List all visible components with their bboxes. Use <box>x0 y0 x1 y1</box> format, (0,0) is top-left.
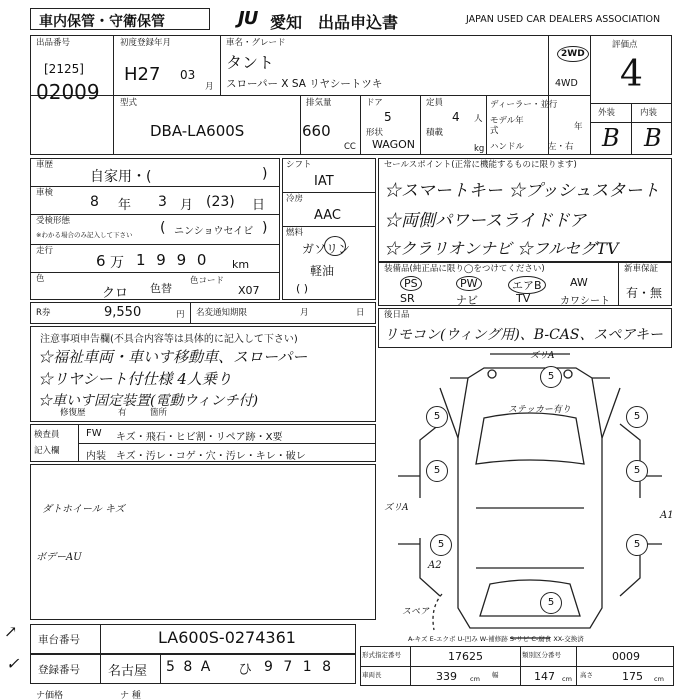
history-value: 自家用・( <box>90 169 152 185</box>
registration-month: 03 <box>180 68 196 82</box>
mileage-man: 6 <box>96 252 106 270</box>
registration-month-unit: 月 <box>205 82 214 92</box>
receipt-note: ※わかる場合のみ記入して下さい <box>36 231 133 239</box>
chassis-label: 車台番号 <box>38 634 80 646</box>
inspection-year-unit: 年 <box>118 198 132 213</box>
shift-value: IAT <box>314 174 334 189</box>
diagram-mark-2: 5 <box>626 406 648 428</box>
association-name: JAPAN USED CAR DEALERS ASSOCIATION <box>466 14 661 25</box>
name-change-day: 日 <box>356 308 365 318</box>
equip-ps: PS <box>400 276 422 291</box>
inspector-checker-label: 検査員 <box>34 430 60 440</box>
length-unit: cm <box>470 675 480 683</box>
name-change-month: 月 <box>300 308 309 318</box>
memo-line-1: ダトホイール キズ <box>42 504 125 515</box>
width-unit: cm <box>562 675 572 683</box>
repair-place: 箇所 <box>150 408 168 418</box>
receipt-label: 受検形態 <box>36 216 71 226</box>
width-value: 147 <box>534 670 555 683</box>
exterior-score: B <box>602 124 620 152</box>
model-year-unit: 年 <box>574 122 583 132</box>
notes-line-1: ☆福祉車両・車いす移動車、スローパー <box>38 348 308 366</box>
diagram-mark-8: 5 <box>540 592 562 614</box>
height-label: 高さ <box>580 671 593 679</box>
displacement-unit: CC <box>344 142 356 152</box>
footer-cut-label: ナ価格 <box>36 691 64 700</box>
interior-label: 内装 <box>640 108 658 118</box>
mileage-digits: 1 9 9 0 <box>136 251 210 269</box>
notes-header: 注意事項申告欄(不具合内容等は具体的に記入して下さい) <box>40 334 298 345</box>
dealer-label: ディーラー・並行 <box>490 100 558 110</box>
inspection-month: 3 <box>158 194 167 210</box>
length-label: 車両長 <box>362 671 382 679</box>
recycle-amount: 9,550 <box>104 305 142 320</box>
accessories-value: リモコン(ウィング用)、B-CAS、スペアキー <box>384 327 663 343</box>
model-year-label: モデル年式 <box>490 116 524 136</box>
lot-number: 02009 <box>36 80 100 104</box>
color-change-label: 色替 <box>150 282 172 295</box>
height-value: 175 <box>622 670 643 683</box>
car-name-label: 車名・グレード <box>226 38 286 48</box>
memo-box <box>30 464 376 620</box>
mileage-man-unit: 万 <box>110 255 124 271</box>
storage-title-box <box>30 8 210 30</box>
first-registration-label: 初度登録年月 <box>120 38 172 48</box>
drive-4wd: 4WD <box>555 78 578 89</box>
height-unit: cm <box>654 675 664 683</box>
diagram-mark-5: 5 <box>430 534 452 556</box>
inspector-row1-head: FW <box>86 428 102 439</box>
ju-logo: JU <box>238 8 258 29</box>
mileage-label: 走行 <box>36 246 54 256</box>
equip-navi: ナビ <box>456 294 478 307</box>
accessories-label: 後日品 <box>384 310 410 320</box>
inspection-year: 8 <box>90 194 99 210</box>
category-value: 0009 <box>612 650 640 663</box>
memo-line-2: ボデーAU <box>36 552 82 563</box>
selling-point-1: ☆スマートキー ☆プッシュスタート <box>384 181 660 201</box>
color-code-label: 色コード <box>190 276 225 286</box>
storage-title: 車内保管・守衛保管 <box>39 14 165 30</box>
margin-check-1: ↗ <box>4 622 18 641</box>
inspection-day: (23) <box>206 194 235 210</box>
cooling-value: AAC <box>314 208 341 223</box>
inspector-row1: キズ・飛石・ヒビ割・リペア跡・X要 <box>116 432 283 443</box>
inspection-label: 車検 <box>36 188 54 198</box>
repair-label: 修復歴 <box>60 408 86 418</box>
diagram-mark-1: 5 <box>426 406 448 428</box>
diagram-note-1: ズリA <box>530 351 555 361</box>
cooling-label: 冷房 <box>286 194 304 204</box>
model-label: 型式 <box>120 98 138 108</box>
damage-legend: A-キズ E-エクボ U-凹み W-補修跡 S-サビ C-腐食 XX-交換済 <box>408 635 584 643</box>
gasoline-circle <box>324 236 346 256</box>
load-unit: kg <box>474 144 485 154</box>
shape-label: 形状 <box>366 128 384 138</box>
handle-options: 左・右 <box>548 142 574 152</box>
diagram-mark-4: 5 <box>626 460 648 482</box>
equipment-label: 装備品(純正品に限り◯をつけてください) <box>384 264 545 274</box>
name-change-label: 名変通知期限 <box>196 308 248 318</box>
inspection-day-unit: 日 <box>252 198 266 213</box>
plate-class: 5 8 A <box>166 659 213 675</box>
width-label: 幅 <box>492 671 499 679</box>
color-label: 色 <box>36 274 45 284</box>
fuel-paren: ( ) <box>296 282 309 295</box>
history-close: ) <box>262 166 268 182</box>
drive-2wd: 2WD <box>557 46 589 62</box>
plate-number: 9 7 1 8 <box>264 659 334 675</box>
new-car-manual-options: 有・無 <box>626 286 663 300</box>
capacity: 4 <box>452 110 460 124</box>
selling-point-2: ☆両側パワースライドドア <box>384 211 587 231</box>
brand-name: 愛知 <box>270 13 303 32</box>
recycle-unit: 円 <box>176 310 185 320</box>
equip-sr: SR <box>400 292 415 305</box>
car-grade: スローパー X SA リヤシートツキ <box>226 78 383 90</box>
inspector-record-label: 記入欄 <box>34 446 60 456</box>
equip-pw: PW <box>456 276 482 291</box>
fuel-gasoline: ガソリン <box>302 242 351 256</box>
car-name: タント <box>226 53 275 72</box>
notes-line-2: ☆リヤシート付仕様 4人乗り <box>38 370 232 388</box>
load-label: 積載 <box>426 128 444 138</box>
category-label: 類別区分番号 <box>522 651 561 659</box>
inspector-row2-head: 内装 <box>86 451 106 462</box>
equip-aw: AW <box>570 276 588 289</box>
equip-airbag: エアB <box>508 276 546 294</box>
doors: 5 <box>384 110 392 124</box>
displacement: 660 <box>302 122 331 140</box>
footer-extra: ナ 種 <box>120 691 141 700</box>
handle-label: ハンドル <box>490 142 525 152</box>
selling-points-label: セールスポイント(正常に機能するものに限ります) <box>384 160 577 170</box>
repair-value: 有 <box>118 408 127 418</box>
receipt-value: ニンショウセイビ <box>174 226 254 237</box>
receipt-open: ( <box>160 220 166 236</box>
receipt-close: ) <box>262 220 268 236</box>
diagram-note-5: A2 <box>428 560 442 571</box>
registration-year: H27 <box>124 64 161 85</box>
new-car-manual-label: 新車保証 <box>624 264 659 274</box>
evaluation-score: 4 <box>620 54 643 95</box>
evaluation-label: 評価点 <box>612 40 638 50</box>
exterior-label: 外装 <box>598 108 616 118</box>
shift-label: シフト <box>286 160 312 170</box>
diagram-note-2: ステッカー有り <box>508 405 571 415</box>
capacity-unit: 人 <box>474 114 483 124</box>
lot-label: 出品番号 <box>36 38 71 48</box>
car-diagram <box>380 348 676 648</box>
color-code: X07 <box>238 284 260 297</box>
equip-tv: TV <box>516 292 531 305</box>
margin-check-2: ✓ <box>6 654 20 673</box>
length-value: 339 <box>436 670 457 683</box>
diagram-mark-7: 5 <box>540 366 562 388</box>
diagram-mark-3: 5 <box>426 460 448 482</box>
equip-leather: カワシート <box>560 296 610 307</box>
plate-kana: ひ <box>238 662 252 678</box>
capacity-label: 定員 <box>426 98 444 108</box>
color-value: クロ <box>102 286 129 301</box>
selling-point-3: ☆クラリオンナビ ☆フルセグTV <box>384 239 619 258</box>
lot-sub-number: [2125] <box>44 62 84 76</box>
plate-label: 登録番号 <box>38 664 80 676</box>
model-code: DBA-LA600S <box>150 122 245 140</box>
fuel-label: 燃料 <box>286 228 304 238</box>
plate-region: 名古屋 <box>108 664 148 679</box>
diagram-note-4: A1 <box>660 510 674 521</box>
interior-score: B <box>644 124 662 152</box>
designation-value: 17625 <box>448 650 483 663</box>
inspection-month-unit: 月 <box>180 198 194 213</box>
diagram-mark-6: 5 <box>626 534 648 556</box>
form-title: 出品申込書 <box>318 13 399 32</box>
shape: WAGON <box>372 138 416 151</box>
designation-label: 形式指定番号 <box>362 651 401 659</box>
doors-label: ドア <box>366 98 383 108</box>
diagram-note-3: ズリA <box>384 503 409 513</box>
inspector-row2: キズ・汚レ・コゲ・穴・汚レ・キレ・破レ <box>116 451 306 462</box>
recycle-label: R券 <box>36 308 51 318</box>
displacement-label: 排気量 <box>306 98 332 108</box>
notes-line-3: ☆車いす固定装置(電動ウィンチ付) <box>38 393 259 409</box>
mileage-unit: km <box>232 258 250 271</box>
fuel-diesel: 軽油 <box>310 264 335 278</box>
history-label: 車歴 <box>36 160 54 170</box>
chassis-number: LA600S-0274361 <box>158 628 296 647</box>
diagram-note-6: スペア <box>402 607 430 617</box>
